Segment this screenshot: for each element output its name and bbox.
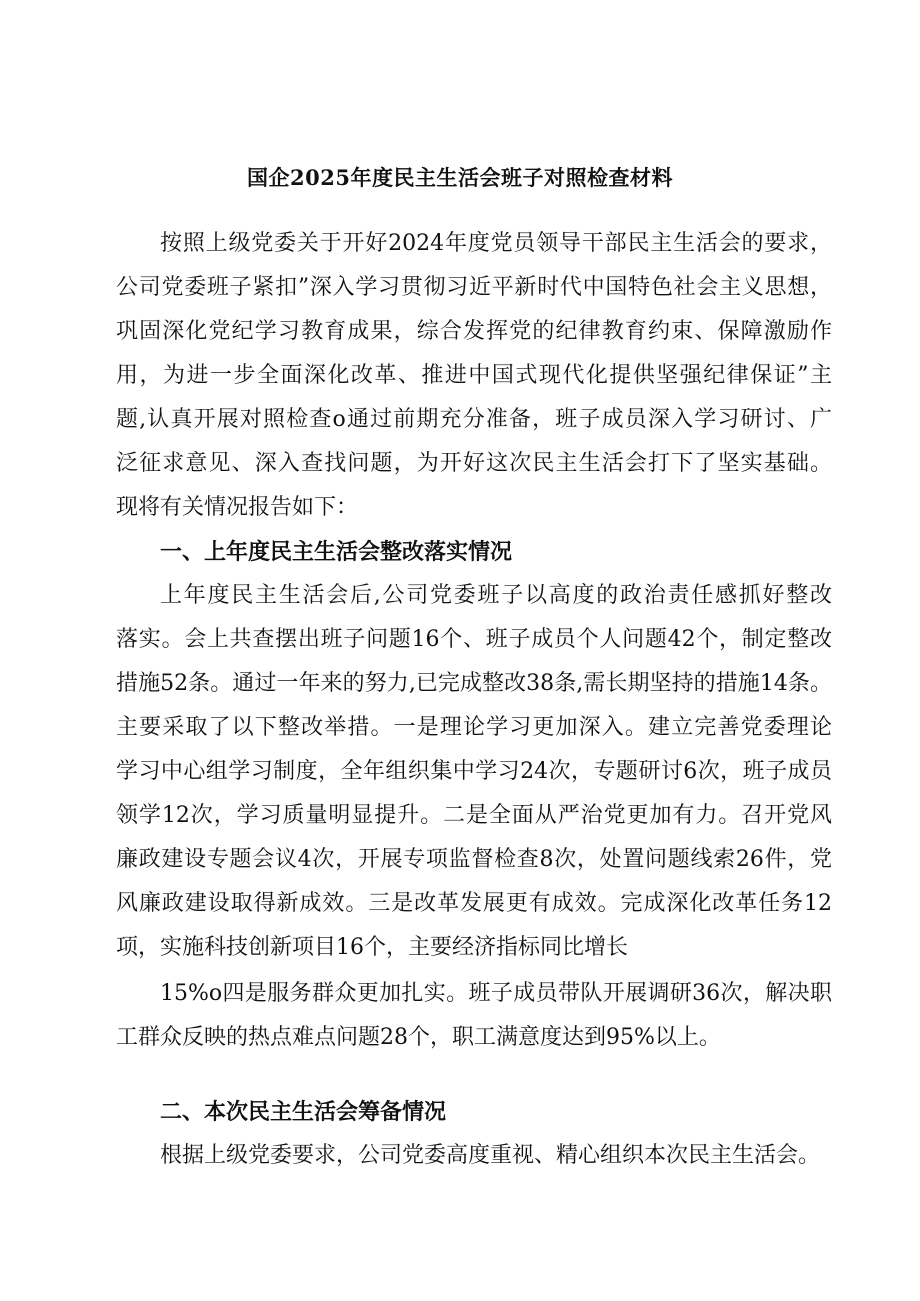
section-1-line-6: 领学12次，学习质量明显提升。二是全面从严治党更加有力。召开党风 <box>116 803 832 828</box>
intro-line-2: 公司党委班子紧扣”深入学习贯彻习近平新时代中国特色社会主义思想， <box>116 275 832 300</box>
section-1-para2-line-2: 工群众反映的热点难点问题28个，职工满意度达到95%以上。 <box>116 1025 721 1050</box>
section-1-line-8: 风廉政建设取得新成效。三是改革发展更有成效。完成深化改革任务12 <box>116 891 832 916</box>
section-1-line-1: 上年度民主生活会后,公司党委班子以高度的政治责任感抓好整改 <box>160 583 832 608</box>
section-1-line-7: 廉政建设专题会议4次，开展专项监督检查8次，处置问题线索26件，党 <box>116 847 832 872</box>
intro-line-3: 巩固深化党纪学习教育成果，综合发挥党的纪律教育约束、保障激励作 <box>116 319 832 344</box>
section-2-heading: 二、本次民主生活会筹备情况 <box>160 1099 447 1125</box>
section-1-line-5: 学习中心组学习制度，全年组织集中学习24次，专题研讨6次，班子成员 <box>116 759 832 784</box>
section-2-line-1: 根据上级党委要求，公司党委高度重视、精心组织本次民主生活会。 <box>160 1143 821 1168</box>
intro-line-7: 现将有关情况报告如下： <box>116 495 359 520</box>
intro-line-6: 泛征求意见、深入查找问题，为开好这次民主生活会打下了坚实基础。 <box>116 451 832 476</box>
document-title: 国企2025年度民主生活会班子对照检查材料 <box>247 165 673 190</box>
section-1-line-2: 落实。会上共查摆出班子问题16个、班子成员个人问题42个，制定整改 <box>116 627 832 652</box>
section-1-line-9: 项，实施科技创新项目16个，主要经济指标同比增长 <box>116 935 628 960</box>
section-1-heading: 一、上年度民主生活会整改落实情况 <box>160 539 513 565</box>
section-1-line-4: 主要采取了以下整改举措。一是理论学习更加深入。建立完善党委理论 <box>116 715 832 740</box>
intro-line-5: 题,认真开展对照检查o通过前期充分准备，班子成员深入学习研讨、广 <box>116 407 832 432</box>
section-1-line-3: 措施52条。通过一年来的努力,已完成整改38条,需长期坚持的措施14条。 <box>116 671 832 696</box>
intro-line-1: 按照上级党委关于开好2024年度党员领导干部民主生活会的要求， <box>160 231 832 256</box>
section-1-para2-line-1: 15%o四是服务群众更加扎实。班子成员带队开展调研36次，解决职 <box>160 981 832 1006</box>
intro-line-4: 用，为进一步全面深化改革、推进中国式现代化提供坚强纪律保证”主 <box>116 363 832 388</box>
